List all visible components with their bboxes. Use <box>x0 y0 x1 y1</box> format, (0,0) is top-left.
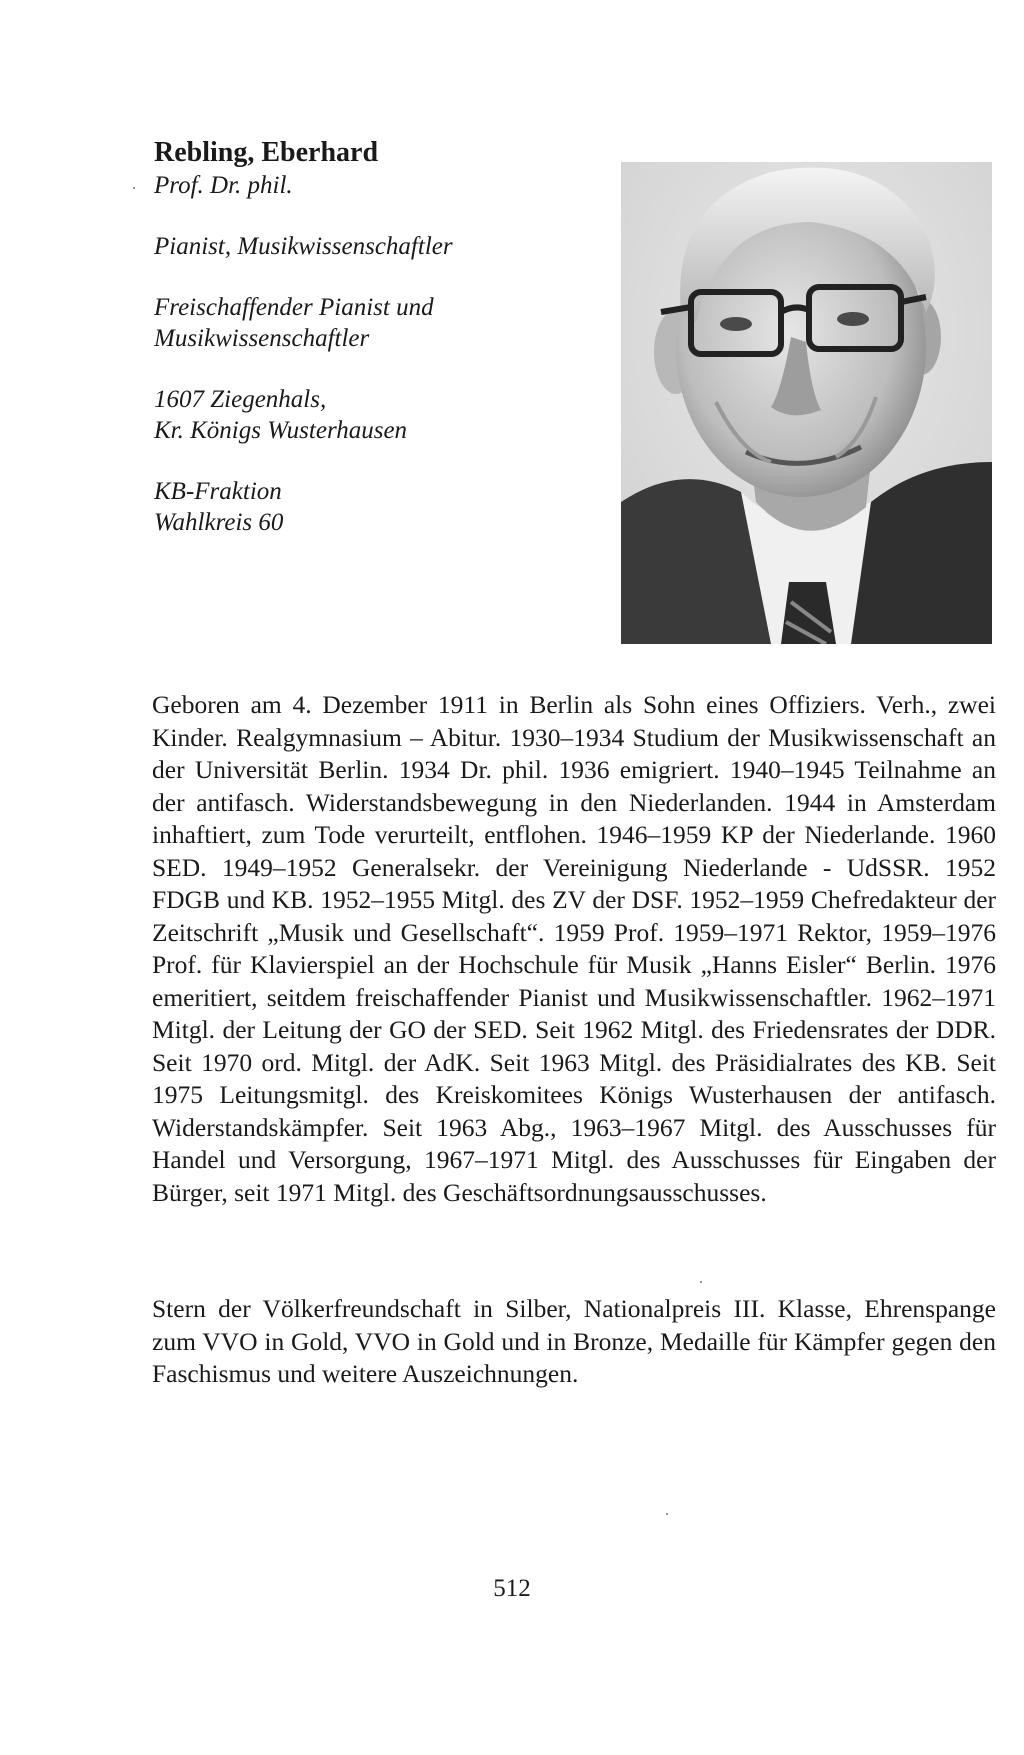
occupation-line-2: Musikwissenschaftler <box>154 325 370 352</box>
portrait-photo <box>621 162 992 644</box>
academic-title: Prof. Dr. phil. <box>154 172 293 199</box>
occupation-line-1: Freischaffender Pianist und <box>154 294 434 321</box>
constituency: Wahlkreis 60 <box>154 509 284 536</box>
address-line-1: 1607 Ziegenhals, <box>154 386 327 413</box>
entry-header <box>154 136 614 538</box>
person-name: Rebling, Eberhard <box>154 137 379 168</box>
address-line-2: Kr. Königs Wusterhausen <box>154 417 408 444</box>
biography-text: Geboren am 4. Dezember 1911 in Berlin als Sohn eines Offiziers. Verh., zwei Kinder. Realgymnasium – Abitur. 1930–1934 Studium der Musikwissenschaft an der Universität Berlin. 1934 Dr. phil. 1936 emigriert. 1940–1945 Teilnahme an der antifasch. Widerstandsbewegung in den Niederlanden. 1944 in Amsterdam inhaftiert, zum Tode verurteilt, entflohen. 1946–1959 KP der Niederlande. 1960 SED. 1949–1952 Generalsekr. der Vereinigung Niederlande - UdSSR. 1952 FDGB und KB. 1952–1955 Mitgl. des ZV der DSF. 1952–1959 Chefredakteur der Zeitschrift „Musik und Gesellschaft“. 1959 Prof. 1959–1971 Rektor, 1959–1976 Prof. für Klavierspiel an der Hochschule für Musik „Hanns Eisler“ Berlin. 1976 emeritiert, seitdem freischaffender Pianist und Musikwissenschaftler. 1962–1971 Mitgl. der Leitung der GO der SED. Seit 1962 Mitgl. des Friedensrates der DDR. Seit 1970 ord. Mitgl. der AdK. Seit 1963 Mitgl. des Präsidialrates des KB. Seit 1975 Leitungsmitgl. des Kreiskomitees Königs Wusterhausen der antifasch. Widerstandskämpfer. Seit 1963 Abg., 1963–1967 Mitgl. des Ausschusses für Handel und Versorgung, 1967–1971 Mitgl. des Ausschusses für Eingaben der Bürger, seit 1971 Mitgl. des Geschäftsordnungsausschusses. <box>152 690 996 1207</box>
awards-text: Stern der Völkerfreundschaft in Silber, Nationalpreis III. Klasse, Ehrenspange zum VVO in Gold, VVO in Gold und in Bronze, Medaille für Kämpfer gegen den Faschismus und weitere Auszeichnungen. <box>152 1294 996 1388</box>
profession: Pianist, Musikwissenschaftler <box>154 233 453 260</box>
faction: KB-Fraktion <box>154 478 282 505</box>
page-number: 512 <box>493 1575 531 1602</box>
